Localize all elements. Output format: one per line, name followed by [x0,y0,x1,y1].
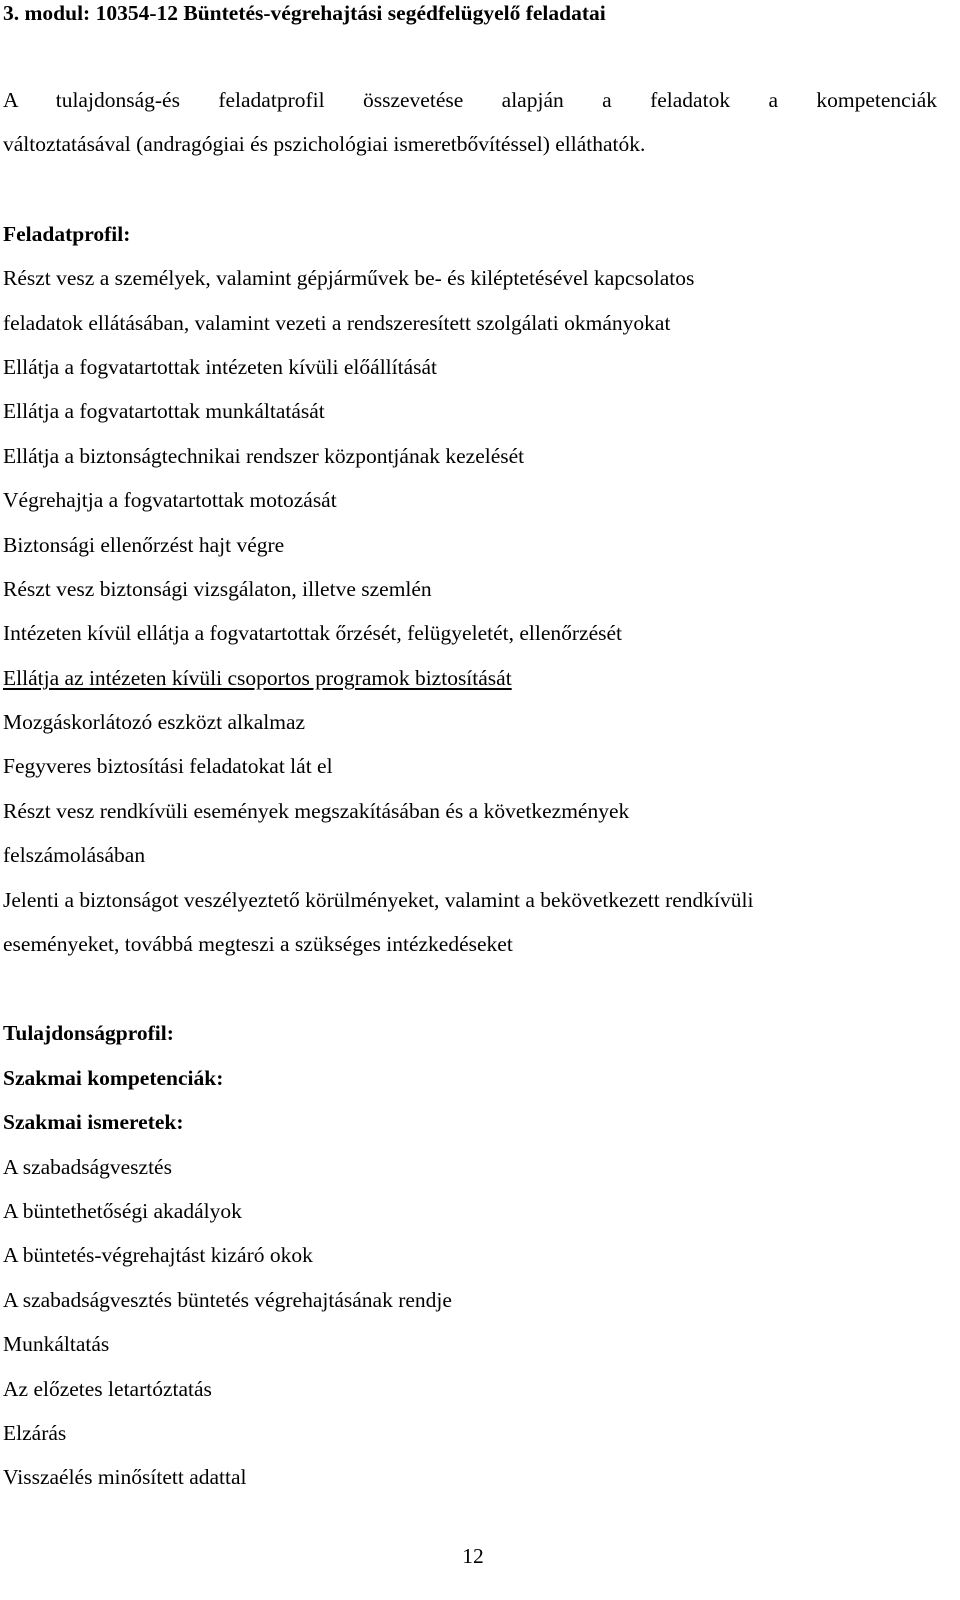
feladatprofil-item: felszámolásában [3,843,146,867]
intro-line-1: A tulajdonság-és feladatprofil összevetése alapján a feladatok a kompetenciák [3,88,937,112]
ismeret-item: A büntetés-végrehajtást kizáró okok [3,1243,313,1267]
module-title: 3. modul: 10354-12 Büntetés-végrehajtási segédfelügyelő feladatai [3,1,606,25]
feladatprofil-item: Végrehajtja a fogvatartottak motozását [3,488,337,512]
feladatprofil-item: Biztonsági ellenőrzést hajt végre [3,533,285,557]
ismeret-item: Visszaélés minősített adattal [3,1465,247,1489]
feladatprofil-item: Ellátja a biztonságtechnikai rendszer központjának kezelését [3,444,525,468]
feladatprofil-item: Intézeten kívül ellátja a fogvatartottak őrzését, felügyeletét, ellenőrzését [3,621,623,645]
feladatprofil-item: feladatok ellátásában, valamint vezeti a rendszeresített szolgálati okmányokat [3,311,671,335]
ismeret-item: A büntethetőségi akadályok [3,1199,242,1223]
ismeret-item: A szabadságvesztés [3,1155,172,1179]
ismeret-item: Munkáltatás [3,1332,110,1356]
feladatprofil-item: Részt vesz rendkívüli események megszakításában és a következmények [3,799,630,823]
szakmai-ismeretek-heading: Szakmai ismeretek: [3,1110,184,1134]
feladatprofil-heading: Feladatprofil: [3,222,131,246]
intro-line-2: változtatásával (andragógiai és pszichológiai ismeretbővítéssel) elláthatók. [3,132,646,156]
feladatprofil-item: Ellátja a fogvatartottak intézeten kívüli előállítását [3,355,438,379]
feladatprofil-item: Részt vesz a személyek, valamint gépjárművek be- és kiléptetésével kapcsolatos [3,266,695,290]
ismeret-item: A szabadságvesztés büntetés végrehajtásának rendje [3,1288,452,1312]
feladatprofil-item: Fegyveres biztosítási feladatokat lát el [3,754,333,778]
tulajdonsagprofil-heading: Tulajdonságprofil: [3,1021,174,1045]
feladatprofil-item: Részt vesz biztonsági vizsgálaton, illetve szemlén [3,577,432,601]
page-number: 12 [462,1544,484,1568]
feladatprofil-item: eseményeket, továbbá megteszi a szükséges intézkedéseket [3,932,513,956]
feladatprofil-item-underlined: Ellátja az intézeten kívüli csoportos programok biztosítását [3,666,512,690]
feladatprofil-item: Ellátja a fogvatartottak munkáltatását [3,399,325,423]
feladatprofil-item: Jelenti a biztonságot veszélyeztető körülményeket, valamint a bekövetkezett rendkívüli [3,888,754,912]
szakmai-kompetenciak-heading: Szakmai kompetenciák: [3,1066,224,1090]
feladatprofil-item: Mozgáskorlátozó eszközt alkalmaz [3,710,306,734]
ismeret-item: Az előzetes letartóztatás [3,1377,212,1401]
ismeret-item: Elzárás [3,1421,67,1445]
